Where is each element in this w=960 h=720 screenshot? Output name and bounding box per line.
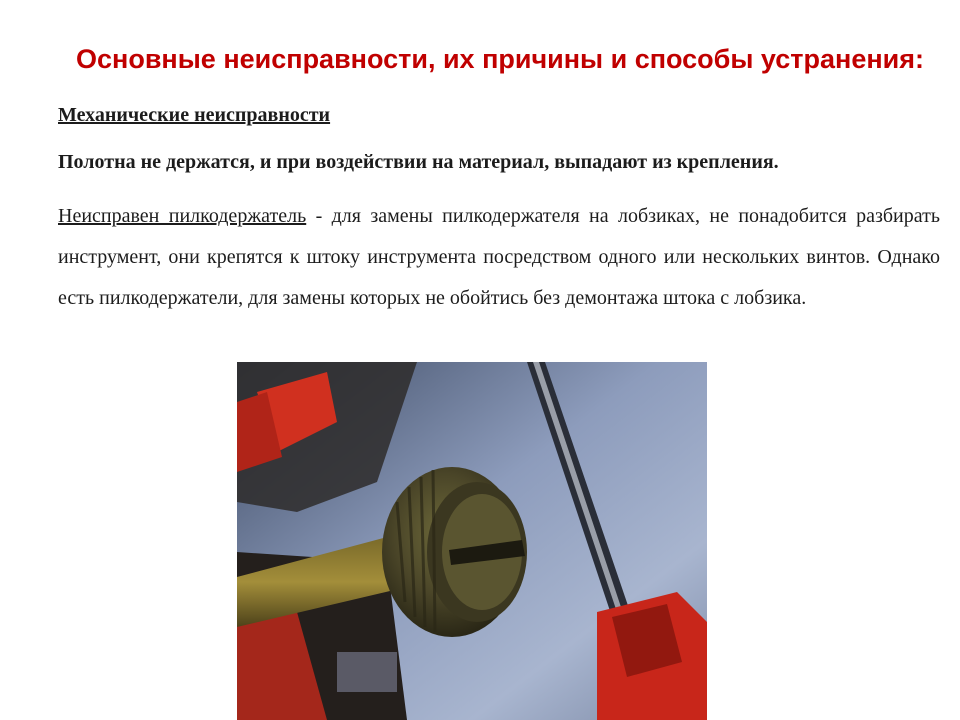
blade-holder-photo [237, 362, 707, 720]
cause-dash: - [306, 205, 332, 227]
cause-paragraph [58, 196, 940, 319]
slide-title: Основные неисправности, их причины и способы устранения: [76, 44, 924, 74]
problem-statement: Полотна не держатся, и при воздействии на материал, выпадают из крепления. [58, 151, 779, 173]
cause-term: Неисправен пилкодержатель [58, 205, 307, 227]
section-heading: Механические неисправности [58, 104, 331, 126]
cause-text: для замены пилкодержателя на лобзиках, не понадобится разбирать инструмент, они крепятся к штоку инструмента посредством одного или нескольких винтов. Однако есть пилкодержатели, для замены которых не обойтись без демонтажа штока с лобзика. [58, 205, 940, 309]
